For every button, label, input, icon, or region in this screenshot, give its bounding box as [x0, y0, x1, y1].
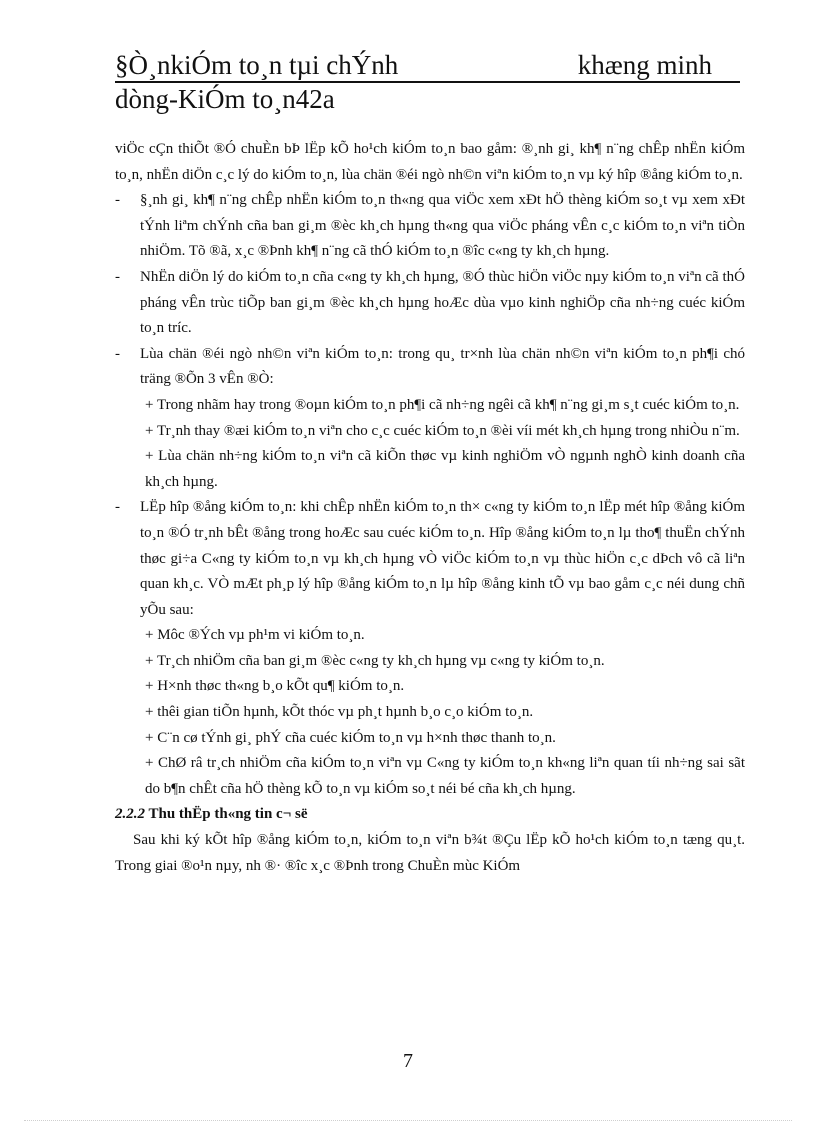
list-item	[115, 265, 745, 342]
list-item	[115, 495, 745, 623]
list-item	[115, 188, 745, 265]
list-item-text: Lùa chän ®éi ngò nh©n viªn kiÓm to¸n: trong qu¸ tr×nh lùa chän nh©n viªn kiÓm to¸n ph¶i chó träng ®Õn 3 vÊn ®Ò:	[140, 345, 745, 388]
sub-item: + Môc ®Ých vµ ph¹m vi kiÓm to¸n.	[145, 627, 365, 644]
sub-item: + ChØ râ tr¸ch nhiÖm cña kiÓm to¸n viªn vµ C«ng ty kiÓm to¸n kh«ng liªn quan tíi nh÷ng sai sãt do b¶n chÊt cña hÖ thèng kÕ to¸n vµ kiÓm so¸t néi bé cña kh¸ch hµng.	[145, 755, 745, 797]
list-item-text: §¸nh gi¸ kh¶ n¨ng chÊp nhËn kiÓm to¸n th«ng qua viÖc xem xÐt hÖ thèng kiÓm so¸t vµ xem xÐt tÝnh liªm chÝnh cña ban gi¸m ®èc kh¸ch hµng th«ng qua viÖc pháng vÊn c¸c kiÓm to¸n viªn tiÒn nhiÖm. Tõ ®ã, x¸c ®Þnh kh¶ n¨ng cã thÓ kiÓm to¸n ®îc c«ng ty kh¸ch hµng.	[140, 192, 745, 260]
header-title-left: §Ò¸nkiÓm to¸n tµi chÝnh	[115, 50, 399, 80]
list-dash: -	[115, 345, 120, 362]
list-item-text: NhËn diÖn lý do kiÓm to¸n cña c«ng ty kh¸ch hµng, ®Ó thùc hiÖn viÖc nµy kiÓm to¸n viªn cã thÓ pháng vÊn trùc tiÕp ban gi¸m ®èc kh¸ch hµng hoÆc dùa vµo kinh nghiÖp cña nh÷ng cuéc kiÓm to¸n tríc.	[140, 268, 745, 337]
page-bottom-divider	[24, 1120, 792, 1121]
section-title: Thu thËp th«ng tin c¬ së	[148, 806, 308, 823]
sub-item: + Trong nhãm hay trong ®oµn kiÓm to¸n ph¶i cã nh÷ng ngêi cã kh¶ n¨ng gi¸m s¸t cuéc kiÓm to¸n.	[145, 396, 740, 413]
closing-paragraph: Sau khi ký kÕt hîp ®ång kiÓm to¸n, kiÓm to¸n viªn b¾t ®Çu lËp kÕ ho¹ch kiÓm to¸n tæng qu¸t. Trong giai ®o¹n nµy, nh ®· ®îc x¸c ®Þnh trong ChuÈn mùc KiÓm	[115, 832, 745, 874]
list-dash: -	[115, 499, 120, 516]
list-item	[115, 342, 745, 393]
body-text	[115, 137, 745, 879]
list-dash: -	[115, 268, 120, 285]
header-title-right: khæng minh	[577, 50, 712, 80]
list-dash: -	[115, 192, 120, 209]
page-number: 7	[403, 1050, 413, 1072]
sub-item: + Tr¸nh thay ®æi kiÓm to¸n viªn cho c¸c cuéc kiÓm to¸n ®èi víi mét kh¸ch hµng trong nhiÒu n¨m.	[145, 422, 740, 439]
section-heading	[115, 802, 745, 828]
sub-item: + C¨n cø tÝnh gi¸ phÝ cña cuéc kiÓm to¸n vµ h×nh thøc thanh to¸n.	[145, 729, 556, 746]
intro-paragraph: viÖc cÇn thiÕt ®Ó chuÈn bÞ lËp kÕ ho¹ch kiÓm to¸n bao gåm: ®¸nh gi¸ kh¶ n¨ng chÊp nhËn kiÓm to¸n, nhËn diÖn c¸c lý do kiÓm to¸n, lùa chän ®éi ngò nh©n viªn kiÓm to¸n vµ ký hîp ®ång kiÓm to¸n.	[115, 141, 745, 183]
sub-item: + Tr¸ch nhiÖm cña ban gi¸m ®èc c«ng ty kh¸ch hµng vµ c«ng ty kiÓm to¸n.	[145, 652, 605, 669]
sub-item: + Lùa chän nh÷ng kiÓm to¸n viªn cã kiÕn thøc vµ kinh nghiÖm vÒ ngµnh nghÒ kinh doanh cña kh¸ch hµng.	[145, 448, 745, 490]
list-item-text: LËp hîp ®ång kiÓm to¸n: khi chÊp nhËn kiÓm to¸n th× c«ng ty kiÓm to¸n lËp mét hîp ®ång kiÓm to¸n ®Ó tr¸nh bÊt ®ång trong hoÆc sau cuéc kiÓm to¸n. Hîp ®ång kiÓm to¸n lµ tho¶ thuËn chÝnh thøc gi÷a C«ng ty kiÓm to¸n vµ kh¸ch hµng vÒ viÖc kiÓm to¸n vµ thùc hiÖn c¸c dÞch vô cã liªn quan kh¸c. VÒ mÆt ph¸p lý hîp ®ång kiÓm to¸n lµ hîp ®ång kinh tÕ vµ bao gåm c¸c néi dung chñ yÕu sau:	[140, 499, 745, 618]
section-number: 2.2.2	[115, 806, 145, 823]
header-title-line	[115, 50, 740, 83]
sub-item: + thêi gian tiÕn hµnh, kÕt thóc vµ ph¸t hµnh b¸o c¸o kiÓm to¸n.	[145, 704, 534, 721]
header-subtitle: dòng-KiÓm to¸n42a	[115, 84, 335, 114]
sub-item: + H×nh thøc th«ng b¸o kÕt qu¶ kiÓm to¸n.	[145, 678, 405, 695]
